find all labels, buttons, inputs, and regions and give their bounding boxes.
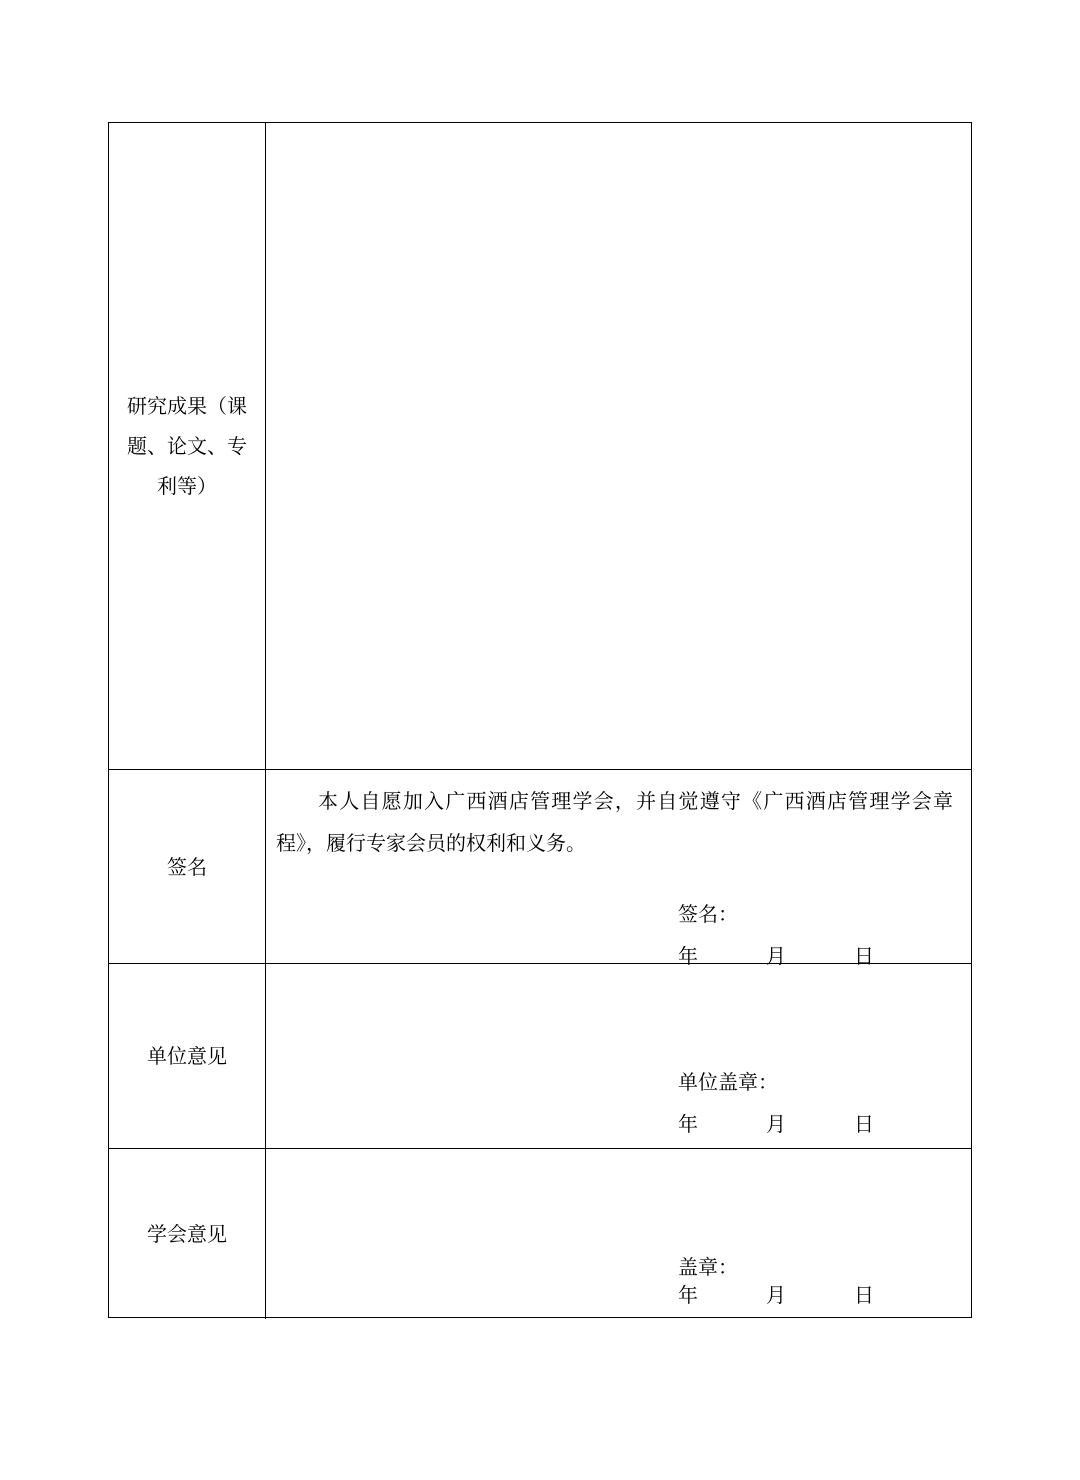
unit-stamp-label: 单位盖章： [678,1070,778,1094]
signature-label-cell [109,770,266,963]
membership-pledge-text: 本人自愿加入广西酒店管理学会，并自觉遵守《广西酒店管理学会章程》，履行专家会员的权利和义务。 [276,789,953,855]
date-day-label: 日 [854,944,874,968]
date-month-label: 月 [766,944,786,968]
society-opinion-label: 学会意见 [147,1222,227,1246]
date-month-label: 月 [766,1283,786,1307]
date-day-label: 日 [854,1283,874,1307]
research-results-label-cell [109,123,266,769]
signature-content [266,770,971,968]
membership-form-table [108,122,972,1318]
date-day-label: 日 [854,1112,874,1136]
date-year-label: 年 [678,1112,698,1136]
date-year-label: 年 [678,944,698,968]
society-opinion-field[interactable] [266,1149,971,1319]
research-results-label: 研究成果（课 题、论文、专 利等） [127,394,247,498]
unit-opinion-label: 单位意见 [147,1044,227,1068]
unit-opinion-field[interactable] [266,964,971,1148]
society-opinion-row [109,1148,971,1319]
signature-row [109,769,971,968]
date-year-label: 年 [678,1283,698,1307]
date-month-label: 月 [766,1112,786,1136]
society-opinion-label-cell [109,1149,266,1319]
research-results-row [109,123,971,769]
unit-opinion-label-cell [109,964,266,1148]
research-results-field[interactable] [266,123,971,769]
signature-field-label[interactable]: 签名： [678,902,738,926]
signature-label: 签名 [167,854,207,879]
society-stamp-label: 盖章： [678,1255,738,1279]
unit-opinion-row [109,963,971,1148]
